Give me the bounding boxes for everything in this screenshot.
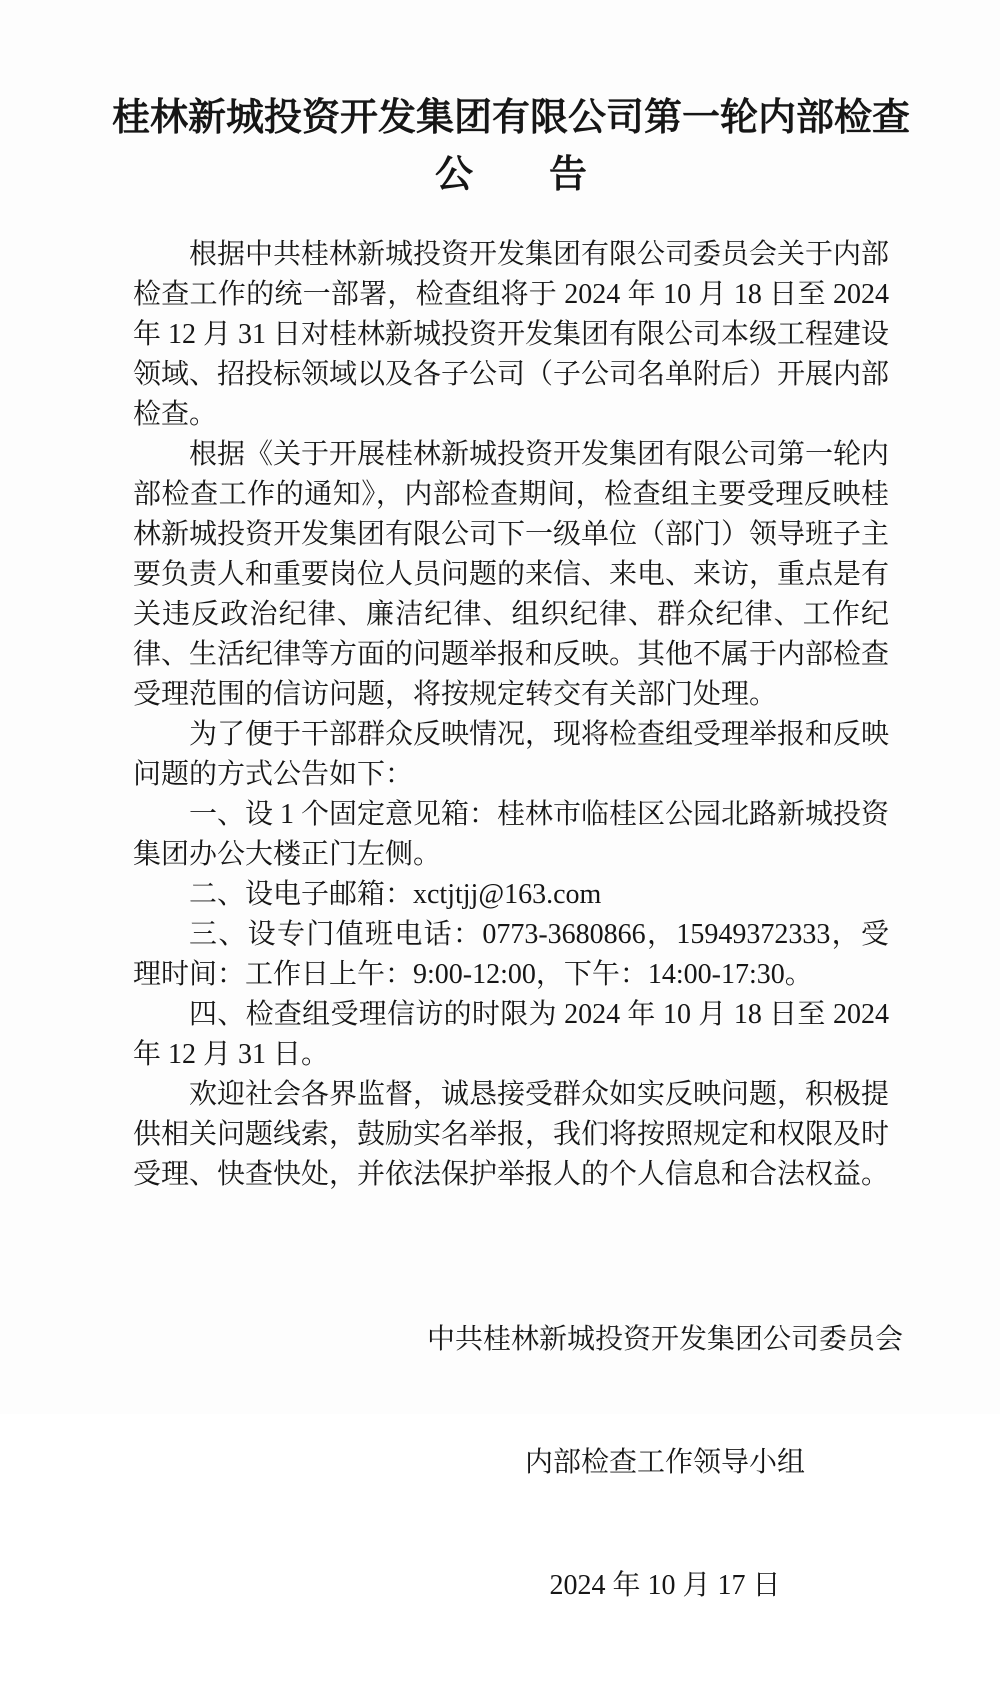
signature-block <box>425 1237 905 1688</box>
paragraph-item-2-email: 二、设电子邮箱：xctjtjj@163.com <box>189 879 602 910</box>
title-line-2: 公 告 <box>434 154 587 196</box>
paragraph-methods-intro: 为了便于干部群众反映情况，现将检查组受理举报和反映问题的方式公告如下： <box>133 719 890 790</box>
signature-org-line-2: 内部检查工作领导小组 <box>524 1447 805 1478</box>
document-body <box>0 235 1000 1195</box>
document-title <box>0 0 1000 204</box>
paragraph-item-1-suggestion-box: 一、设 1 个固定意见箱：桂林市临桂区公园北路新城投资集团办公大楼正门左侧。 <box>133 799 890 870</box>
paragraph-inspection-plan: 根据中共桂林新城投资开发集团有限公司委员会关于内部检查工作的统一部署，检查组将于 2024 年 10 月 18 日至 2024 年 12 月 31 日对桂林新城投资开发集团有限公司本级工程建设领域、招投标领域以及各子公司（子公司名单附后）开展内部检查。 <box>133 239 896 430</box>
signature-org-line-1: 中共桂林新城投资开发集团公司委员会 <box>426 1324 903 1355</box>
paragraph-acceptance-scope: 根据《关于开展桂林新城投资开发集团有限公司第一轮内部检查工作的通知》，内部检查期间，检查组主要受理反映桂林新城投资开发集团有限公司下一级单位（部门）领导班子主要负责人和重要岗位人员问题的来信、来电、来访，重点是有关违反政治纪律、廉洁纪律、组织纪律、群众纪律、工作纪律、生活纪律等方面的问题举报和反映。其他不属于内部检查受理范围的信访问题，将按规定转交有关部门处理。 <box>133 439 890 710</box>
paragraph-closing-welcome: 欢迎社会各界监督，诚恳接受群众如实反映问题，积极提供相关问题线索，鼓励实名举报，我们将按照规定和权限及时受理、快查快处，并依法保护举报人的个人信息和合法权益。 <box>133 1079 890 1190</box>
signature-date: 2024 年 10 月 17 日 <box>549 1570 781 1601</box>
title-line-1: 桂林新城投资开发集团有限公司第一轮内部检查 <box>111 97 910 139</box>
paragraph-item-3-phone: 三、设专门值班电话：0773-3680866，15949372333，受理时间：工作日上午：9:00-12:00，下午：14:00-17:30。 <box>133 919 889 990</box>
paragraph-item-4-deadline: 四、检查组受理信访的时限为 2024 年 10 月 18 日至 2024 年 12 月 31 日。 <box>133 999 896 1070</box>
